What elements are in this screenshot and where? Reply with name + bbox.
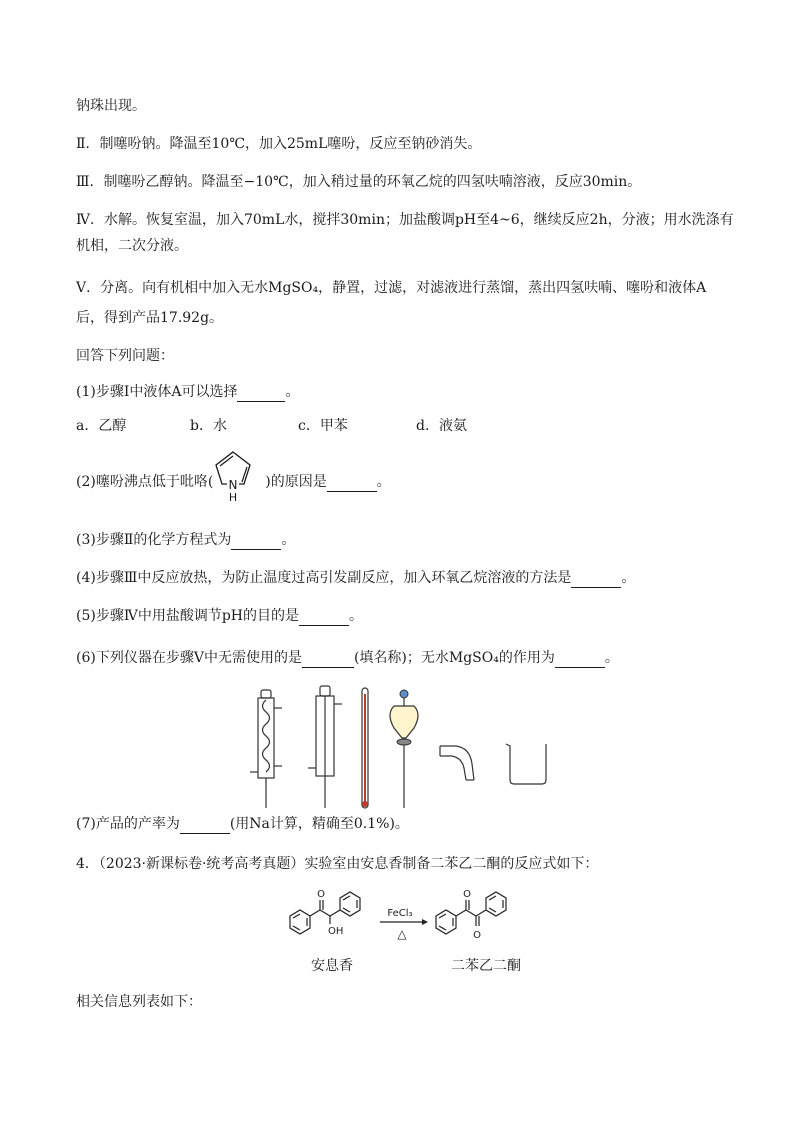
reaction-scheme	[270, 886, 530, 956]
allihn-condenser-icon	[250, 690, 282, 808]
separatory-funnel-icon	[390, 690, 418, 808]
svg-text:FeCl₃: FeCl₃	[387, 908, 413, 919]
answer-blank	[327, 476, 377, 492]
beaker-icon	[506, 744, 546, 784]
answer-blank	[237, 386, 285, 402]
step-4-text-cont: 机相，二次分液。	[76, 238, 188, 254]
liebig-condenser-icon	[308, 686, 342, 808]
answer-blank	[180, 818, 230, 834]
answer-blank	[571, 572, 621, 588]
question-4-heading: 4．（2023·新课标卷·统考高考真题）实验室由安息香制备二苯乙二酮的反应式如下：	[76, 856, 599, 872]
question-5: (5)步骤Ⅳ中用盐酸调节pH的目的是 。	[76, 608, 363, 624]
option-d: d．液氨	[416, 418, 467, 434]
question-4: (4)步骤Ⅲ中反应放热，为防止温度过高引发副反应，加入环氧乙烷溶液的方法是 。	[76, 570, 636, 586]
answer-blank	[555, 652, 605, 668]
answer-blank	[231, 534, 281, 550]
benzoin-structure-icon	[290, 892, 360, 934]
pyrrole-structure-icon	[206, 448, 266, 508]
svg-text:H: H	[228, 491, 238, 504]
svg-text:O: O	[463, 889, 471, 900]
option-b: b．水	[190, 418, 227, 434]
question-1-text: (1)步骤Ⅰ中液体A可以选择	[76, 384, 238, 400]
option-a: a．乙醇	[76, 418, 127, 434]
svg-text:△: △	[397, 927, 407, 941]
question-2: (2)噻吩沸点低于吡咯( )的原因是 。	[76, 474, 391, 490]
benzil-name: 二苯乙二酮	[451, 958, 521, 974]
svg-text:O: O	[317, 889, 325, 900]
text-line: 钠珠出现。	[76, 98, 146, 114]
answer-blank	[299, 610, 349, 626]
benzoin-name: 安息香	[311, 958, 353, 974]
question-3: (3)步骤Ⅱ的化学方程式为 。	[76, 532, 296, 548]
apparatus-figure	[244, 684, 564, 824]
question-7: (7)产品的产率为 (用Na计算，精确至0.1%)。	[76, 816, 409, 832]
adapter-tube-icon	[440, 746, 474, 780]
question-1: (1)步骤Ⅰ中液体A可以选择 。	[76, 384, 300, 400]
option-c: c．甲苯	[298, 418, 348, 434]
info-table-heading: 相关信息列表如下：	[76, 994, 202, 1010]
svg-text:O: O	[473, 930, 481, 941]
svg-text:OH: OH	[328, 926, 344, 937]
answer-blank	[302, 652, 354, 668]
step-5-text-cont: 后，得到产品17.92g。	[76, 310, 224, 326]
step-3-text: Ⅲ．制噻吩乙醇钠。降温至−10℃，加入稍过量的环氧乙烷的四氢呋喃溶液，反应30min。	[76, 174, 642, 190]
question-6: (6)下列仪器在步骤Ⅴ中无需使用的是 (填名称)；无水MgSO₄的作用为 。	[76, 650, 619, 666]
step-2-text: Ⅱ．制噻吩钠。降温至10℃，加入25mL噻吩，反应至钠砂消失。	[76, 136, 482, 152]
benzil-structure-icon	[436, 892, 506, 934]
answer-prompt: 回答下列问题：	[76, 348, 174, 364]
svg-text:N: N	[228, 478, 238, 492]
step-4-text: Ⅳ．水解。恢复室温，加入70mL水，搅拌30min；加盐酸调pH至4~6，继续反应2h，分液；用水洗涤有	[76, 212, 734, 228]
step-5-text: Ⅴ．分离。向有机相中加入无水MgSO₄，静置，过滤，对滤液进行蒸馏，蒸出四氢呋喃、噻吩和液体A	[76, 280, 707, 296]
thermometer-icon	[362, 688, 368, 808]
